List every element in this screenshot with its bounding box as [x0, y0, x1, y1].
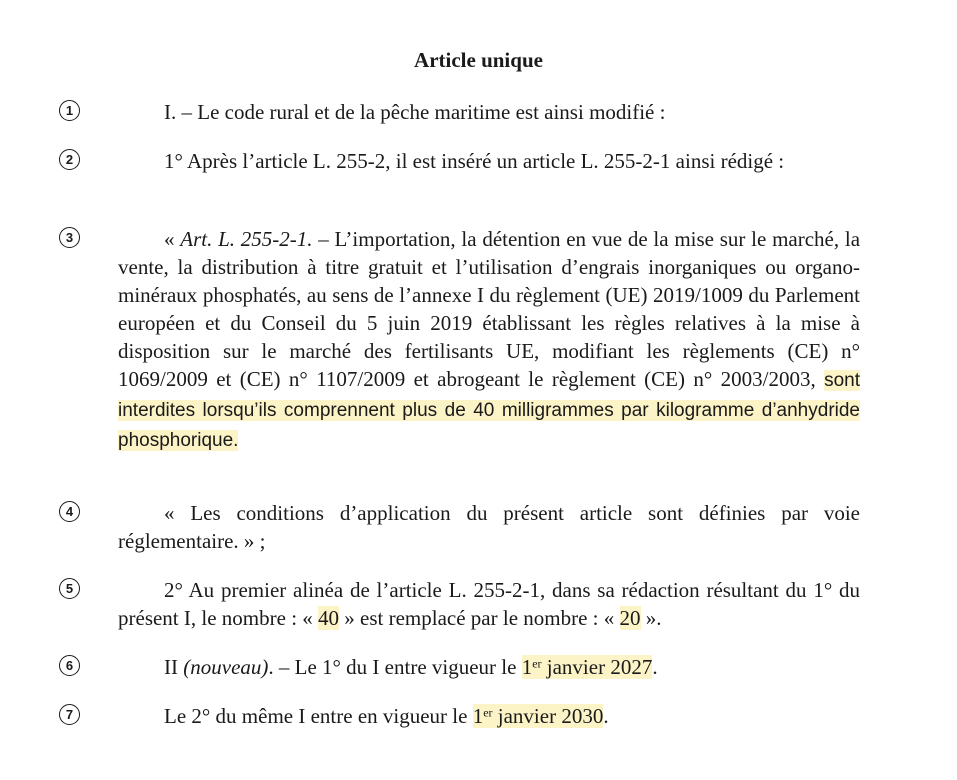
- date-day: 1: [521, 655, 533, 679]
- alinea-number-5: 5: [59, 578, 80, 599]
- alinea-text-3: [118, 225, 860, 455]
- nouveau-label: (nouveau): [183, 655, 269, 679]
- highlighted-date-2030: [473, 704, 604, 728]
- alinea-text-5: [118, 576, 860, 632]
- highlighted-value-20: 20: [619, 606, 641, 630]
- alinea-body-5b: » est remplacé par le nombre : «: [339, 606, 620, 630]
- alinea-body-7: Le 2° du même I entre en vigueur le: [164, 704, 473, 728]
- sentence-end: .: [652, 655, 658, 679]
- alinea-number-1: 1: [59, 100, 80, 121]
- alinea-7: [65, 702, 860, 730]
- alinea-4: [65, 499, 860, 555]
- date-rest: janvier 2030: [492, 704, 604, 728]
- date-ordinal: er: [483, 705, 493, 720]
- highlighted-text: sont interdites lorsqu’ils comprennent plus de 40 milligrammes par kilogramme d’anhydride phosphorique.: [118, 370, 860, 451]
- alinea-body-5c: ».: [640, 606, 662, 630]
- alinea-number-3: 3: [59, 227, 80, 248]
- alinea-number-4: 4: [59, 501, 80, 522]
- article-reference: Art. L. 255-2-1.: [180, 227, 313, 251]
- alinea-text-2: 1° Après l’article L. 255-2, il est inséré un article L. 255-2-1 ainsi rédigé :: [164, 149, 785, 173]
- alinea-text-7: [118, 702, 860, 730]
- date-rest: janvier 2027: [541, 655, 653, 679]
- alinea-body-3: – L’importation, la détention en vue de la mise sur le marché, la vente, la distribution à titre gratuit et l’utilisation d’engrais inorganiques ou organo-minéraux phosphatés, au sens de l’annexe I du règlement (UE) 2019/1009 du Parlement européen et du Conseil du 5 juin 2019 établissant les règles relatives à la mise à disposition sur le marché des fertilisants UE, modifiant les règlements (CE) n° 1069/2009 et (CE) n° 1107/2009 et abrogeant le règlement (CE) n° 2003/2003,: [118, 227, 861, 391]
- article-title: Article unique: [414, 48, 543, 72]
- alinea-number-2: 2: [59, 149, 80, 170]
- alinea-6: [65, 653, 860, 681]
- alinea-1: [65, 98, 860, 126]
- date-ordinal: er: [532, 656, 542, 671]
- quote-open: «: [164, 227, 181, 251]
- alinea-body-6: . – Le 1° du I entre vigueur le: [268, 655, 522, 679]
- alinea-prefix-6: II: [164, 655, 184, 679]
- alinea-5: [65, 576, 860, 632]
- highlighted-value-40: 40: [318, 606, 340, 630]
- sentence-end: .: [603, 704, 609, 728]
- alinea-2: [65, 147, 860, 175]
- date-day: 1: [472, 704, 484, 728]
- alinea-number-6: 6: [59, 655, 80, 676]
- highlighted-date-2027: [522, 655, 653, 679]
- alinea-body-5a: 2° Au premier alinéa de l’article L. 255-2-1, dans sa rédaction résultant du 1° du présent I, le nombre : «: [118, 578, 860, 630]
- alinea-number-7: 7: [59, 704, 80, 725]
- alinea-text-1: I. – Le code rural et de la pêche maritime est ainsi modifié :: [164, 100, 666, 124]
- alinea-text-4: « Les conditions d’application du présent article sont définies par voie réglementaire. » ;: [118, 501, 860, 553]
- alinea-3: [65, 225, 861, 455]
- alinea-text-6: [118, 653, 860, 681]
